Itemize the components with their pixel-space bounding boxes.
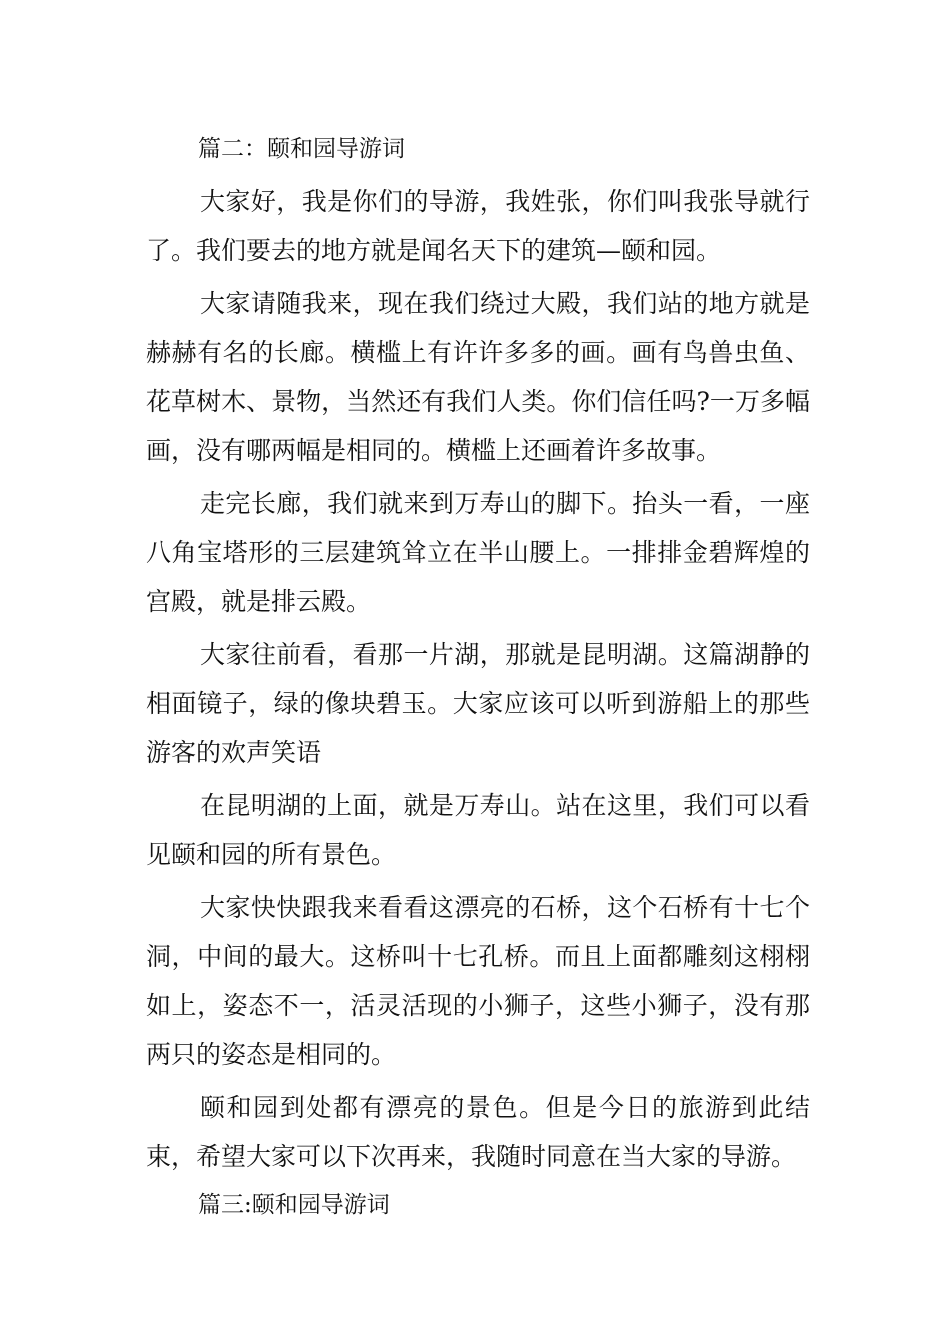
- paragraph-longevity-hill: 走完长廊，我们就来到万寿山的脚下。抬头一看，一座八角宝塔形的三层建筑耸立在半山腰上。一排排金碧辉煌的宫殿，就是排云殿。: [146, 489, 810, 616]
- paragraph-seventeen-arch-bridge: 大家快快跟我来看看这漂亮的石桥，这个石桥有十七个洞，中间的最大。这桥叫十七孔桥。而且上面都雕刻这栩栩如上，姿态不一，活灵活现的小狮子，这些小狮子，没有那两只的姿态是相同的。: [146, 893, 810, 1069]
- paragraph-farewell: 颐和园到处都有漂亮的景色。但是今日的旅游到此结束，希望大家可以下次再来，我随时同意在当大家的导游。: [146, 1093, 810, 1171]
- paragraph-greeting: 大家好，我是你们的导游，我姓张，你们叫我张导就行了。我们要去的地方就是闻名天下的建筑—颐和园。: [146, 187, 810, 265]
- section-heading-two: 篇二：颐和园导游词: [198, 136, 405, 162]
- document-body: [146, 126, 810, 1228]
- paragraph-view: 在昆明湖的上面，就是万寿山。站在这里，我们可以看见颐和园的所有景色。: [146, 791, 810, 869]
- paragraph-kunming-lake: 大家往前看，看那一片湖，那就是昆明湖。这篇湖静的相面镜子，绿的像块碧玉。大家应该可以听到游船上的那些游客的欢声笑语: [146, 640, 810, 767]
- paragraph-long-corridor: 大家请随我来，现在我们绕过大殿，我们站的地方就是赫赫有名的长廊。横槛上有许许多多的画。画有鸟兽虫鱼、花草树木、景物，当然还有我们人类。你们信任吗?一万多幅画，没有哪两幅是相同的。横槛上还画着许多故事。: [146, 289, 810, 465]
- section-heading-three: 篇三:颐和园导游词: [198, 1192, 390, 1218]
